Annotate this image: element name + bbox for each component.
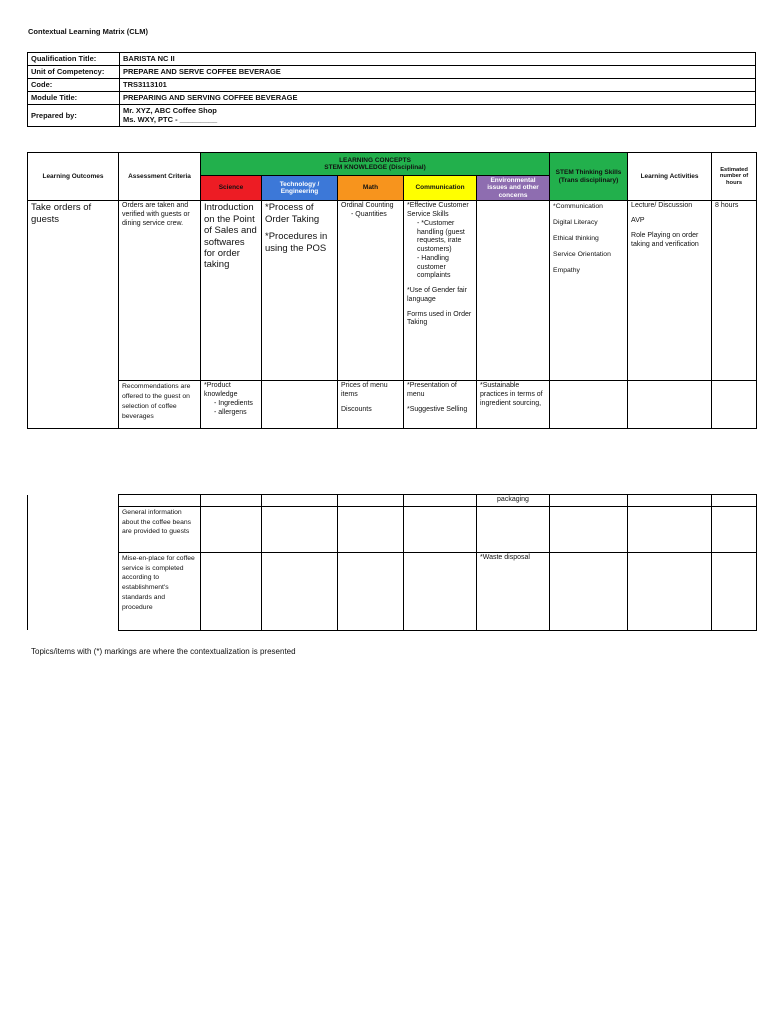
- skill-empathy: Empathy: [553, 266, 580, 274]
- skills-cell: [550, 201, 628, 381]
- info-row-code: [28, 79, 756, 92]
- skill-digital-literacy: Digital Literacy: [553, 219, 598, 227]
- header-science: Science: [201, 176, 262, 201]
- activities-empty: [628, 381, 712, 429]
- cell: [712, 506, 757, 552]
- code-label: Code:: [28, 79, 120, 92]
- tech-cell: [262, 201, 338, 381]
- comm-suggestive: *Suggestive Selling: [407, 405, 468, 413]
- cell: [262, 506, 338, 552]
- info-row-qualification: [28, 53, 756, 66]
- math-cell: [338, 201, 404, 381]
- stem-knowledge-title: STEM KNOWLEDGE (Disciplinal): [324, 164, 426, 171]
- math-prices-cell: [338, 381, 404, 429]
- math-discounts: Discounts: [341, 405, 372, 413]
- cell: [712, 495, 757, 507]
- cell: [338, 506, 404, 552]
- cell: [262, 552, 338, 630]
- science-product-cell: [201, 381, 262, 429]
- cell: [404, 495, 477, 507]
- cell: [201, 506, 262, 552]
- prepared-line-2: Ms. WXY, PTC - _________: [123, 115, 218, 125]
- cell: [550, 495, 628, 507]
- cell: [262, 495, 338, 507]
- comm-customer-handling: - *Customer handling (guest requests, irate customers): [417, 219, 465, 254]
- header-stem-thinking: STEM Thinking Skills (Trans disciplinary): [550, 153, 628, 201]
- science-ingredients: - Ingredients: [214, 399, 253, 407]
- header-environmental: Environmental issues and other concerns: [477, 176, 550, 201]
- learning-concepts-title: LEARNING CONCEPTS: [339, 156, 411, 164]
- header-learning-activities: Learning Activities: [628, 153, 712, 201]
- table-row: [28, 381, 757, 429]
- unit-label: Unit of Competency:: [28, 66, 120, 79]
- hours-empty: [712, 381, 757, 429]
- comm-cell: [404, 201, 477, 381]
- comm-gender-fair: *Use of Gender fair language: [407, 287, 467, 303]
- header-estimated-hours: Estimated number of hours: [712, 153, 757, 201]
- header-assessment-criteria: Assessment Criteria: [119, 153, 201, 201]
- math-ordinal: Ordinal Counting: [341, 202, 394, 210]
- header-learning-concepts: [201, 153, 550, 176]
- prepared-value: [120, 105, 756, 127]
- table-row: [28, 506, 757, 552]
- cell: [550, 552, 628, 630]
- info-row-prepared: [28, 105, 756, 127]
- cell: [477, 506, 550, 552]
- env-waste-disposal: *Waste disposal: [477, 552, 550, 630]
- comm-forms: Forms used in Order Taking: [407, 310, 472, 327]
- table-row: [28, 552, 757, 630]
- table-row: [28, 201, 757, 381]
- header-row-1: [28, 153, 757, 176]
- cell: [201, 495, 262, 507]
- tech-process: *Process of Order Taking: [265, 202, 320, 225]
- science-allergens: - allergens: [214, 408, 247, 416]
- activity-avp: AVP: [631, 217, 645, 225]
- unit-value: PREPARE AND SERVE COFFEE BEVERAGE: [120, 66, 756, 79]
- qualification-value: BARISTA NC II: [120, 53, 756, 66]
- skills-empty: [550, 381, 628, 429]
- outcome-take-orders: Take orders of guests: [28, 201, 119, 429]
- cell: [712, 552, 757, 630]
- cell: [550, 506, 628, 552]
- env-sustainable: *Sustainable practices in terms of ingredient sourcing,: [477, 381, 550, 429]
- comm-complaints: - Handling customer complaints: [417, 254, 451, 280]
- code-value: TRS3113101: [120, 79, 756, 92]
- skill-service-orientation: Service Orientation: [553, 250, 611, 258]
- clm-table: [27, 152, 757, 429]
- math-quantities: - Quantities: [351, 211, 387, 219]
- cell: [201, 552, 262, 630]
- comm-effective: *Effective Customer Service Skills: [407, 202, 469, 219]
- env-cell-empty: [477, 201, 550, 381]
- table-row: [28, 495, 757, 507]
- header-communication: Communication: [404, 176, 477, 201]
- activity-role-playing: Role Playing on order taking and verification: [631, 231, 699, 248]
- tech-empty: [262, 381, 338, 429]
- document-title: Contextual Learning Matrix (CLM): [28, 27, 149, 36]
- criteria-mise-en-place: Mise-en-place for coffee service is completed according to establishment's standards and procedure: [119, 552, 201, 630]
- prepared-label: Prepared by:: [28, 105, 120, 127]
- cell: [628, 552, 712, 630]
- criteria-general-info: General information about the coffee beans are provided to guests: [119, 506, 201, 552]
- tech-procedures: *Procedures in using the POS: [265, 231, 328, 254]
- info-row-unit: [28, 66, 756, 79]
- outcome-continued-empty: [28, 495, 119, 631]
- info-row-module: [28, 92, 756, 105]
- cell: [404, 506, 477, 552]
- qualification-label: Qualification Title:: [28, 53, 120, 66]
- cell: [404, 552, 477, 630]
- activity-lecture: Lecture/ Discussion: [631, 202, 693, 210]
- module-value: PREPARING AND SERVING COFFEE BEVERAGE: [120, 92, 756, 105]
- clm-table-continued: [27, 494, 757, 631]
- header-math: Math: [338, 176, 404, 201]
- criteria-orders-taken: Orders are taken and verified with guests or dining service crew.: [119, 201, 201, 381]
- math-prices: Prices of menu items: [341, 382, 388, 399]
- header-learning-outcomes: Learning Outcomes: [28, 153, 119, 201]
- cell: [338, 552, 404, 630]
- cell: [628, 506, 712, 552]
- prepared-line-1: Mr. XYZ, ABC Coffee Shop: [123, 106, 217, 115]
- comm-presentation: *Presentation of menu: [407, 382, 457, 399]
- skill-communication: *Communication: [553, 203, 603, 211]
- activities-cell: [628, 201, 712, 381]
- footnote: Topics/items with (*) markings are where the contextualization is presented: [31, 647, 296, 656]
- cell: [338, 495, 404, 507]
- header-technology: Technology / Engineering: [262, 176, 338, 201]
- cell: [119, 495, 201, 507]
- module-label: Module Title:: [28, 92, 120, 105]
- criteria-recommendations: Recommendations are offered to the guest on selection of coffee beverages: [119, 381, 201, 429]
- science-pos-intro: Introduction on the Point of Sales and softwares for order taking: [201, 201, 262, 381]
- env-packaging: packaging: [477, 495, 550, 507]
- skill-ethical-thinking: Ethical thinking: [553, 235, 599, 243]
- info-table: [27, 52, 756, 127]
- hours-cell: 8 hours: [712, 201, 757, 381]
- cell: [628, 495, 712, 507]
- comm-presentation-cell: [404, 381, 477, 429]
- science-product-knowledge: *Product knowledge: [204, 382, 238, 399]
